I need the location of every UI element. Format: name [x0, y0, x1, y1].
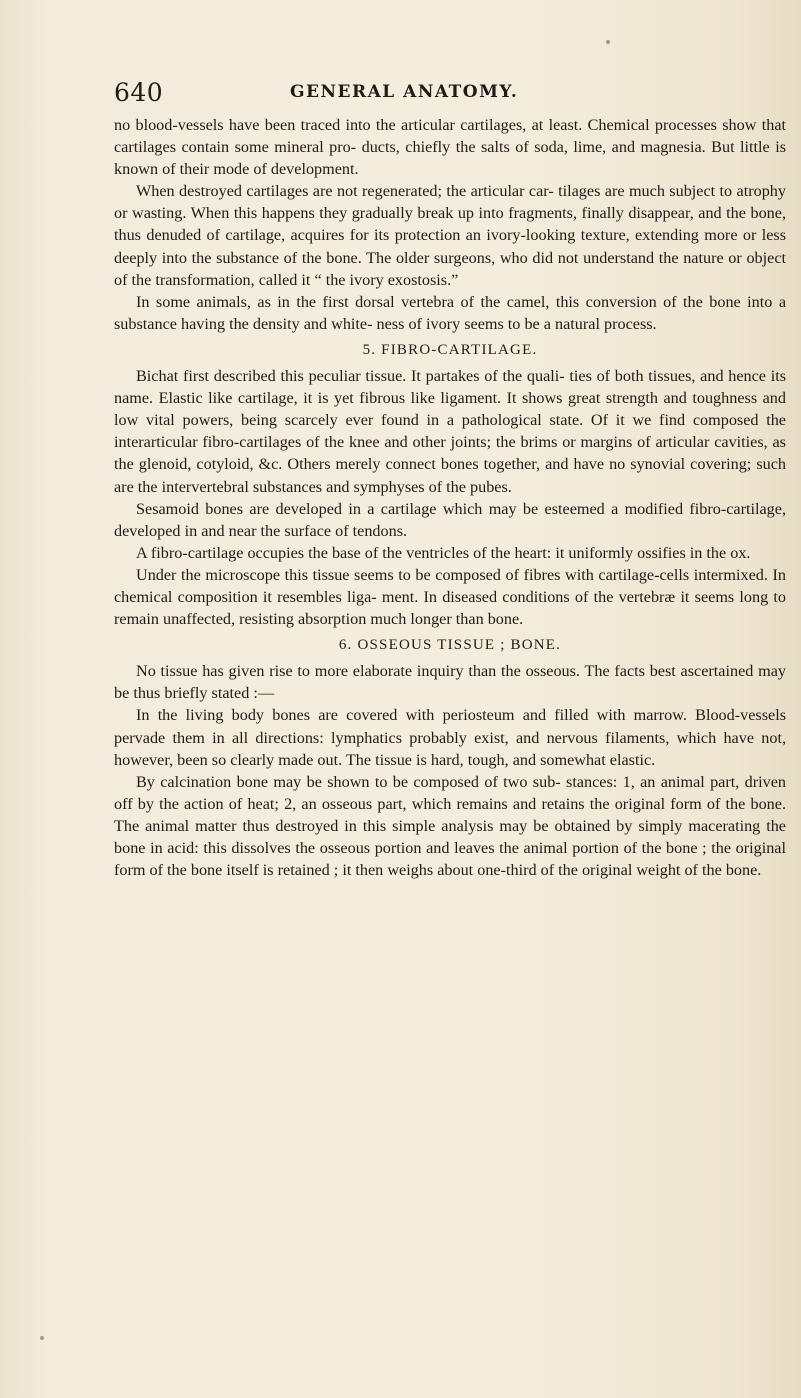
paragraph: Under the microscope this tissue seems to be composed of fibres with cartilage-cells intermixed. In chemical composition it resembles liga- ment. In diseased conditions of the vertebræ it seems long to remain unaffected, resisting absorption much longer than bone.: [114, 565, 786, 629]
paragraph: No tissue has given rise to more elaborate inquiry than the osseous. The facts best ascertained may be thus briefly stated :—: [114, 662, 786, 703]
running-head: GENERAL ANATOMY.: [290, 82, 519, 102]
paragraph: Bichat first described this peculiar tissue. It partakes of the quali- ties of both tissues, and hence its name. Elastic like cartilage, it is yet fibrous like ligament. It shows great strength and toughness and low vital powers, being scarcely ever found in a pathological state. Of it we find composed the interarticular fibro-cartilages of the knee and other joints; the brims or margins of articular cavities, as the glenoid, cotyloid, &c. Others merely connect bones together, and have no synovial covering; such are the intervertebral substances and symphyses of the pubes.: [114, 367, 786, 496]
paragraph: In the living body bones are covered with periosteum and filled with marrow. Blood-vessels pervade them in all directions: lymphatics probably exist, and nervous filaments, which have not, however, been so clearly made out. The tissue is hard, tough, and somewhat elastic.: [114, 706, 786, 769]
paragraph: In some animals, as in the first dorsal vertebra of the camel, this conversion of the bone into a substance having the density and white- ness of ivory seems to be a natural process.: [114, 292, 786, 333]
paper-speck: [40, 1336, 44, 1340]
paragraph: When destroyed cartilages are not regenerated; the articular car- tilages are much subject to atrophy or wasting. When this happens they gradually break up into fragments, finally disappear, and the bone, thus denuded of cartilage, acquires for its protection an ivory-looking texture, extending more or less deeply into the substance of the bone. The older surgeons, who did not understand the nature or object of the transformation, called it “ the ivory exostosis.”: [114, 182, 786, 289]
paragraph: A fibro-cartilage occupies the base of the ventricles of the heart: it uniformly ossifies in the ox.: [136, 543, 751, 562]
page-header: [114, 78, 674, 118]
paragraph: Sesamoid bones are developed in a cartilage which may be esteemed a modified fibro-cartilage, developed in and near the surface of tendons.: [114, 499, 786, 540]
section-heading-osseous-tissue: 6. OSSEOUS TISSUE ; BONE.: [338, 637, 562, 654]
section-heading-fibro-cartilage: 5. FIBRO-CARTILAGE.: [362, 341, 538, 358]
paragraph: no blood-vessels have been traced into the articular cartilages, at least. Chemical processes show that cartilages contain some mineral pro- ducts, chiefly the salts of soda, lime, and magnesia. But little is known of their mode of development.: [114, 116, 786, 179]
page-number: 640: [114, 78, 164, 107]
body-text: [114, 114, 786, 881]
paper-speck: [606, 40, 610, 44]
paragraph: By calcination bone may be shown to be composed of two sub- stances: 1, an animal part, driven off by the action of heat; 2, an osseous part, which remains and retains the original form of the bone. The animal matter thus destroyed in this simple analysis may be obtained by simply macerating the bone in acid: this dissolves the osseous portion and leaves the animal portion of the bone ; the original form of the bone itself is retained ; it then weighs about one-third of the original weight of the bone.: [114, 772, 786, 880]
